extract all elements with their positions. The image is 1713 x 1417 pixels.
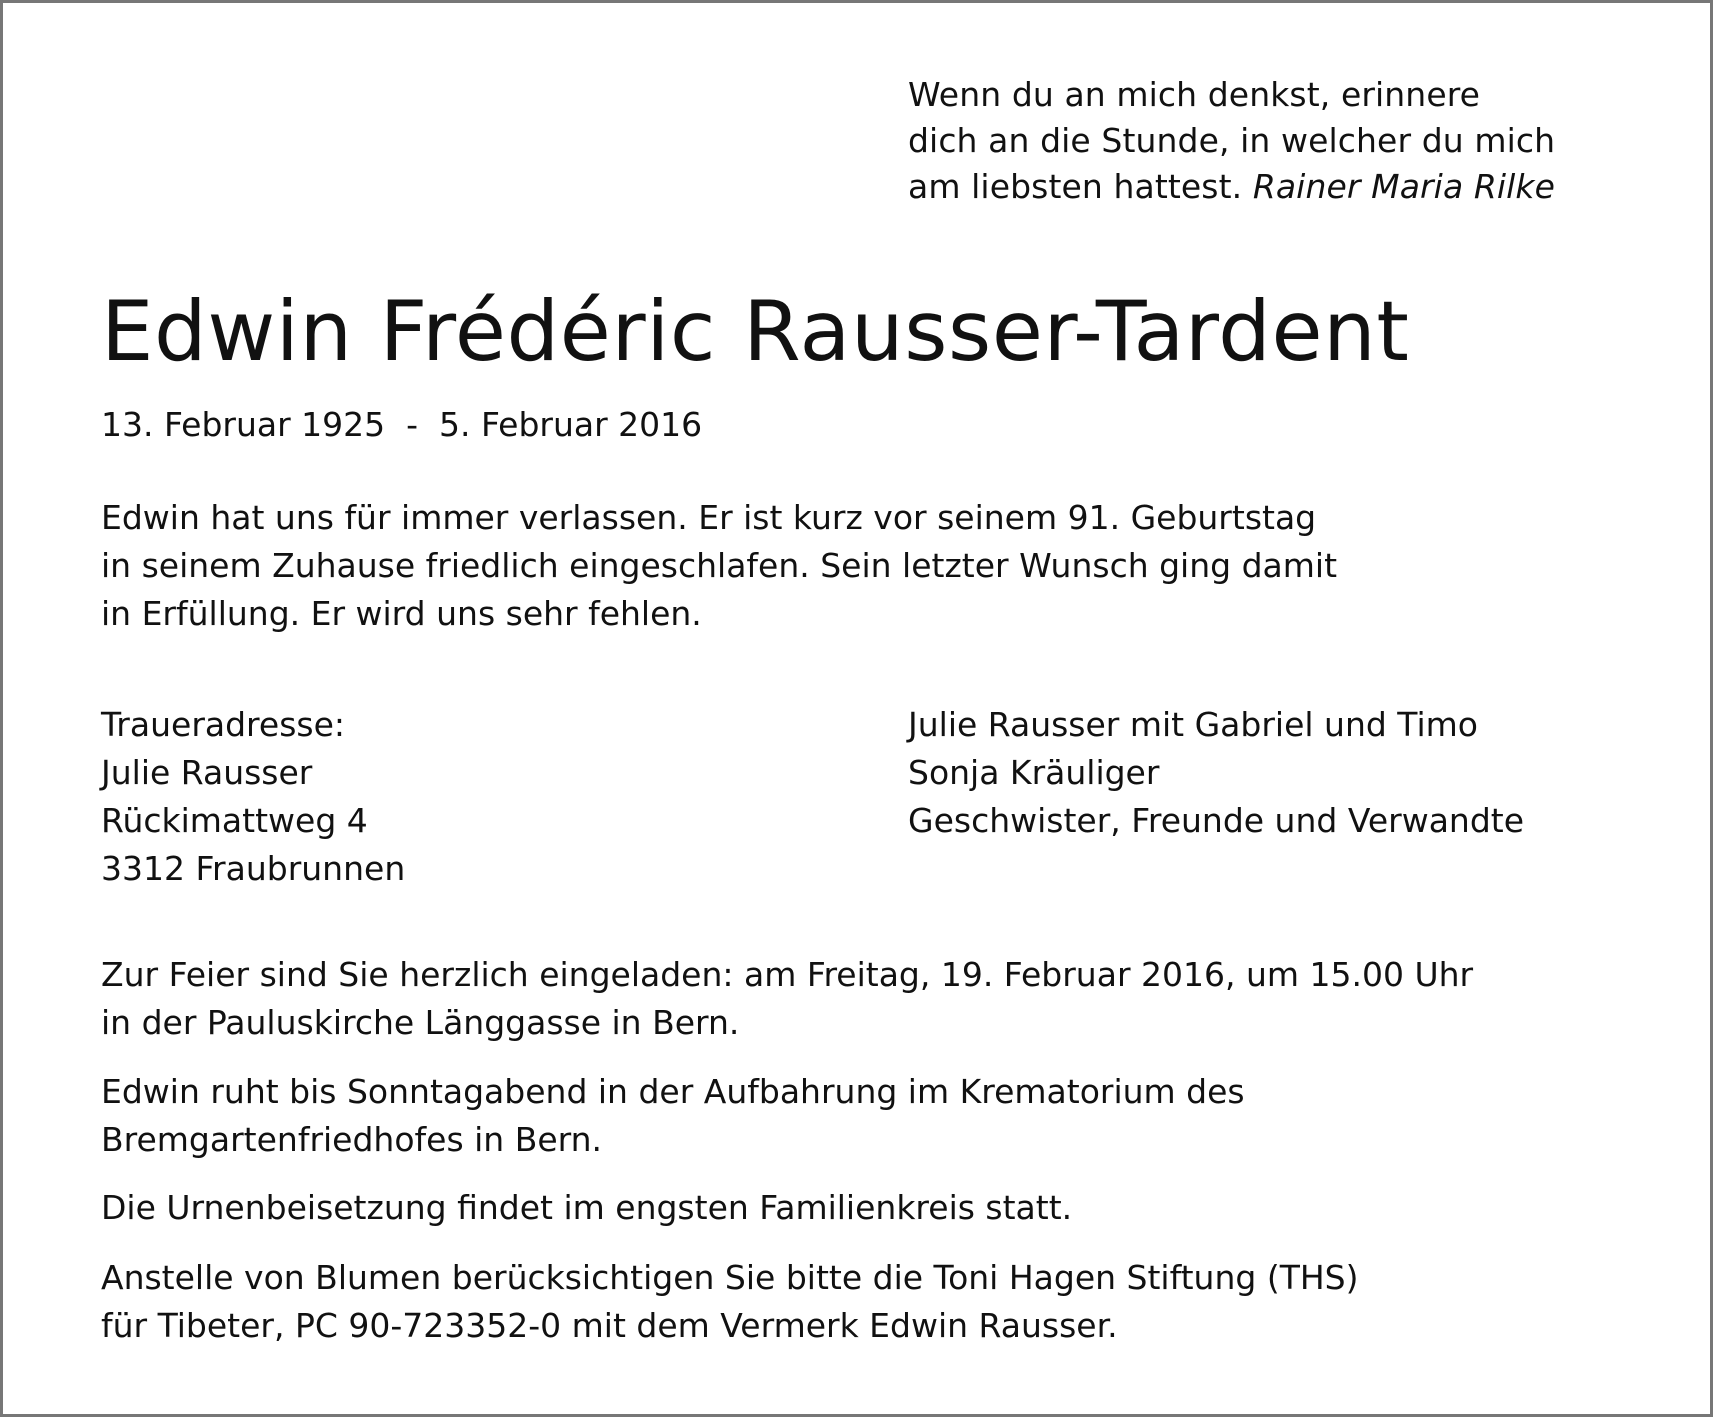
- quote-line-text: am liebsten hattest.: [908, 167, 1243, 206]
- address-name: Julie Rausser: [101, 753, 313, 792]
- ceremony-paragraph: [101, 951, 1473, 1047]
- viewing-paragraph: [101, 1068, 1245, 1164]
- viewing-line: Bremgartenfriedhofes in Bern.: [101, 1120, 603, 1159]
- urn-burial-paragraph: [101, 1184, 1072, 1232]
- mourning-address: [101, 701, 405, 893]
- intro-line: in Erfüllung. Er wird uns sehr fehlen.: [101, 594, 702, 633]
- family-line: Geschwister, Freunde und Verwandte: [908, 801, 1525, 840]
- family-line: Sonja Kräuliger: [908, 753, 1160, 792]
- quote-line: dich an die Stunde, in welcher du mich: [908, 121, 1556, 160]
- quote-line: Wenn du an mich denkst, erinnere: [908, 75, 1481, 114]
- intro-line: Edwin hat uns für immer verlassen. Er ist kurz vor seinem 91. Geburtstag: [101, 498, 1317, 537]
- intro-line: in seinem Zuhause friedlich eingeschlafen. Sein letzter Wunsch ging damit: [101, 546, 1338, 585]
- ceremony-line: in der Pauluskirche Länggasse in Bern.: [101, 1003, 740, 1042]
- quote-author: Rainer Maria Rilke: [1252, 167, 1556, 206]
- address-city: 3312 Fraubrunnen: [101, 849, 406, 888]
- address-street: Rückimattweg 4: [101, 801, 368, 840]
- rilke-quote: [908, 72, 1668, 210]
- donation-paragraph: [101, 1254, 1359, 1350]
- deceased-name: Edwin Frédéric Rausser-Tardent: [101, 283, 1410, 380]
- viewing-line: Edwin ruht bis Sonntagabend in der Aufbahrung im Krematorium des: [101, 1072, 1245, 1111]
- bereaved-family: [908, 701, 1524, 845]
- life-dates: 13. Februar 1925 - 5. Februar 2016: [101, 405, 703, 444]
- ceremony-line: Zur Feier sind Sie herzlich eingeladen: am Freitag, 19. Februar 2016, um 15.00 Uhr: [101, 955, 1474, 994]
- donation-line: Anstelle von Blumen berücksichtigen Sie bitte die Toni Hagen Stiftung (THS): [101, 1258, 1359, 1297]
- donation-line: für Tibeter, PC 90-723352-0 mit dem Vermerk Edwin Rausser.: [101, 1306, 1118, 1345]
- urn-burial-line: Die Urnenbeisetzung findet im engsten Familienkreis statt.: [101, 1188, 1073, 1227]
- address-heading: Traueradresse:: [101, 705, 346, 744]
- intro-paragraph: [101, 494, 1337, 638]
- quote-line-last: [908, 164, 1668, 210]
- family-line: Julie Rausser mit Gabriel und Timo: [908, 705, 1478, 744]
